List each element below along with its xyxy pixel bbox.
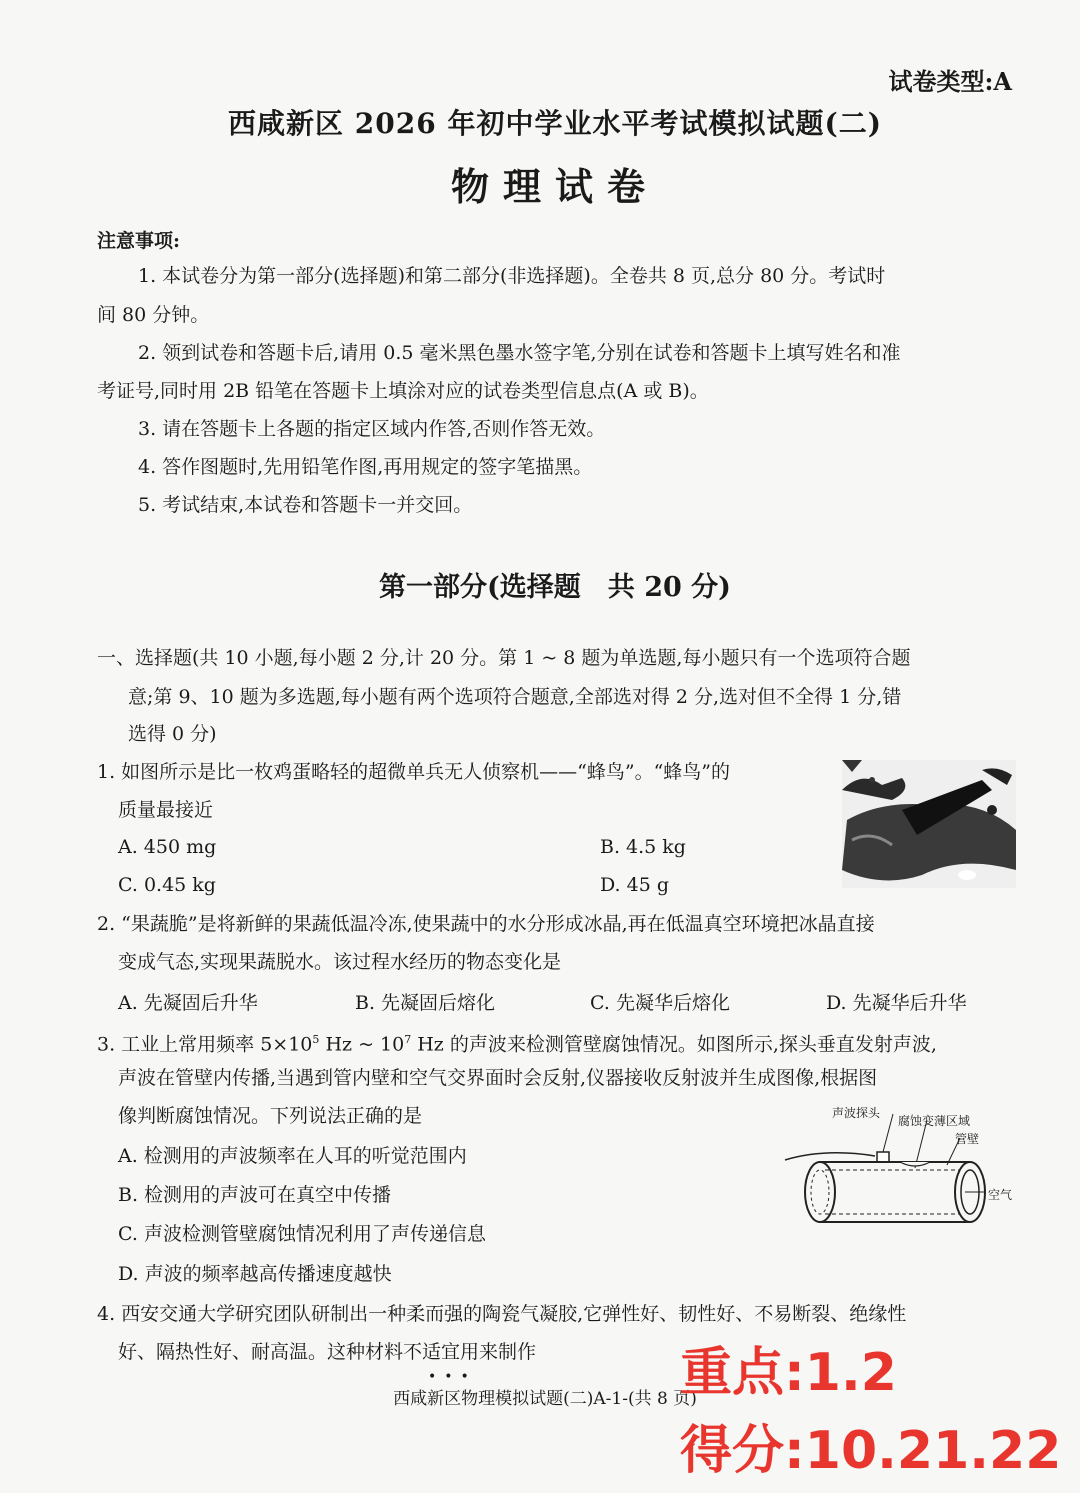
note-line: 5. 考试结束,本试卷和答题卡一并交回。 bbox=[138, 494, 473, 516]
note-line: 4. 答作图题时,先用铅笔作图,再用规定的签字笔描黑。 bbox=[138, 456, 593, 478]
q3-stem-text: Hz ~ 10 bbox=[319, 1033, 405, 1056]
q3-option-a: A. 检测用的声波频率在人耳的听觉范围内 bbox=[118, 1145, 467, 1167]
question-2-stem: 变成气态,实现果蔬脱水。该过程水经历的物态变化是 bbox=[118, 951, 562, 973]
question-3-stem bbox=[97, 1027, 937, 1057]
q1-option-b: B. 4.5 kg bbox=[600, 836, 686, 858]
section-instruction: 选得 0 分) bbox=[128, 723, 217, 745]
q3-stem-text: 3. 工业上常用频率 5×10 bbox=[97, 1033, 313, 1056]
subject-title: 物理试卷 bbox=[450, 164, 659, 209]
note-line: 2. 领到试卷和答题卡后,请用 0.5 毫米黑色墨水签字笔,分别在试卷和答题卡上填写姓名和准 bbox=[138, 342, 901, 364]
corrosion-label: 腐蚀变薄区域 bbox=[898, 1114, 971, 1128]
section-instruction: 一、选择题(共 10 小题,每小题 2 分,计 20 分。第 1 ~ 8 题为单选题,每小题只有一个选项符合题 bbox=[97, 647, 911, 669]
question-2-stem: 2. “果蔬脆”是将新鲜的果蔬低温冷冻,使果蔬中的水分形成冰晶,再在低温真空环境把冰晶直接 bbox=[97, 913, 875, 935]
q3-option-c: C. 声波检测管壁腐蚀情况利用了声传递信息 bbox=[118, 1223, 486, 1245]
section-instruction: 意;第 9、10 题为多选题,每小题有两个选项符合题意,全部选对得 2 分,选对但不全得 1 分,错 bbox=[128, 686, 902, 708]
q1-option-d: D. 45 g bbox=[600, 874, 670, 896]
score-annotation: 得分:10.21.22 bbox=[680, 1421, 1062, 1481]
q3-exponent: 7 bbox=[404, 1033, 412, 1046]
notes-heading: 注意事项: bbox=[97, 230, 181, 252]
note-line: 3. 请在答题卡上各题的指定区域内作答,否则作答无效。 bbox=[138, 418, 606, 440]
q1-option-c: C. 0.45 kg bbox=[118, 874, 216, 896]
q1-option-a: A. 450 mg bbox=[118, 836, 217, 858]
note-line: 间 80 分钟。 bbox=[97, 304, 210, 326]
question-1-stem: 质量最接近 bbox=[118, 799, 214, 821]
emphasis-dots: ••• bbox=[428, 1369, 477, 1385]
q2-option-d: D. 先凝华后升华 bbox=[826, 992, 967, 1014]
q3-stem-text: Hz 的声波来检测管壁腐蚀情况。如图所示,探头垂直发射声波, bbox=[411, 1033, 937, 1056]
pipe-wall-label: 管壁 bbox=[955, 1132, 980, 1146]
question-3-stem: 像判断腐蚀情况。下列说法正确的是 bbox=[118, 1105, 423, 1127]
q3-exponent: 5 bbox=[312, 1033, 320, 1046]
question-4-stem: 4. 西安交通大学研究团队研制出一种柔而强的陶瓷气凝胶,它弹性好、韧性好、不易断裂、绝缘性 bbox=[97, 1303, 907, 1325]
exam-title: 西咸新区 2026 年初中学业水平考试模拟试题(二) bbox=[228, 107, 882, 140]
key-points-annotation: 重点:1.2 bbox=[680, 1343, 897, 1403]
note-line: 考证号,同时用 2B 铅笔在答题卡上填涂对应的试卷类型信息点(A 或 B)。 bbox=[97, 380, 709, 402]
q2-option-b: B. 先凝固后熔化 bbox=[355, 992, 496, 1014]
q2-option-c: C. 先凝华后熔化 bbox=[590, 992, 730, 1014]
q2-option-a: A. 先凝固后升华 bbox=[118, 992, 258, 1014]
question-4-stem: 好、隔热性好、耐高温。这种材料不适宜用来制作 bbox=[118, 1341, 537, 1363]
probe-label: 声波探头 bbox=[832, 1106, 881, 1120]
drone-photo bbox=[842, 760, 1016, 888]
q3-option-b: B. 检测用的声波可在真空中传播 bbox=[118, 1184, 392, 1206]
q3-option-d: D. 声波的频率越高传播速度越快 bbox=[118, 1263, 392, 1285]
question-1-stem: 1. 如图所示是比一枚鸡蛋略轻的超微单兵无人侦察机——“蜂鸟”。“蜂鸟”的 bbox=[97, 761, 731, 783]
note-line: 1. 本试卷分为第一部分(选择题)和第二部分(非选择题)。全卷共 8 页,总分 80 分。考试时 bbox=[138, 265, 886, 287]
part1-title: 第一部分(选择题 共 20 分) bbox=[379, 572, 731, 603]
air-label: 空气 bbox=[988, 1188, 1013, 1202]
exam-type-label: 试卷类型:A bbox=[888, 67, 1012, 96]
page-footer: 西咸新区物理模拟试题(二)A-1-(共 8 页) bbox=[393, 1389, 697, 1409]
question-3-stem: 声波在管壁内传播,当遇到管内壁和空气交界面时会反射,仪器接收反射波并生成图像,根据图 bbox=[118, 1067, 878, 1089]
